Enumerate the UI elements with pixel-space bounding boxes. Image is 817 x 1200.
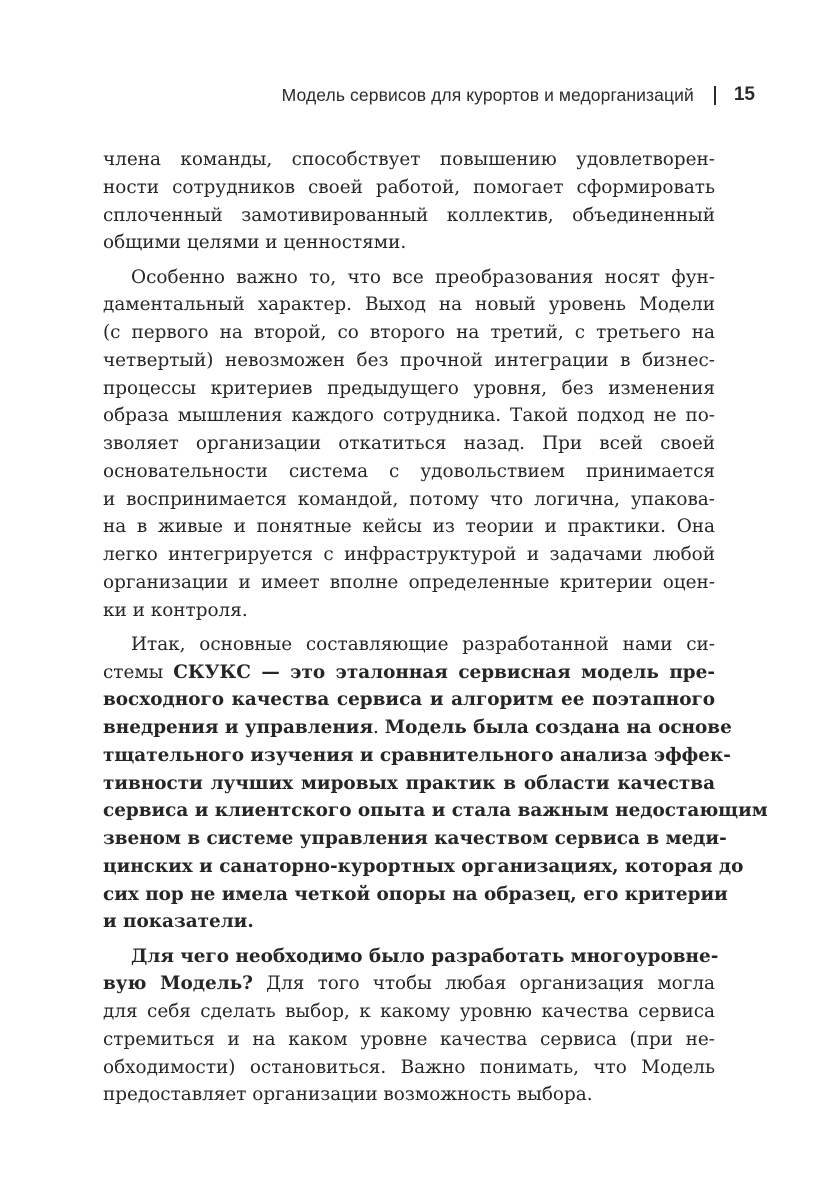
bold-text-run: звеном в системе управления качеством сервиса в меди- xyxy=(103,828,727,849)
text-line: основательности система с удовольствием принимается xyxy=(103,460,715,482)
text-line: ности сотрудников своей работой, помогает сформировать xyxy=(103,176,715,198)
text-line: члена команды, способствует повышению удовлетворен- xyxy=(103,149,715,170)
bold-text-run: вую Модель? xyxy=(103,973,253,995)
text-line: ки и контроля. xyxy=(103,599,248,621)
text-run: . xyxy=(373,717,385,738)
paragraph xyxy=(103,631,768,936)
text-line xyxy=(103,714,732,742)
text-line xyxy=(103,1026,715,1054)
bold-text-run: цинских и санаторно-курортных организациях, которая до xyxy=(103,855,744,877)
text-line: даментальный характер. Выход на новый уровень Модели xyxy=(103,294,715,316)
bold-text-run: тивности лучших мировых практик в области качества xyxy=(103,772,715,794)
text-line: Особенно важно то, что все преобразования носят фун- xyxy=(131,266,715,288)
page-number: 15 xyxy=(733,84,755,105)
text-line: (с первого на второй, со второго на третий, с третьего на xyxy=(103,322,715,343)
text-line xyxy=(103,770,715,798)
text-line: процессы критериев предыдущего уровня, без изменения xyxy=(103,377,715,399)
text-line xyxy=(103,631,715,659)
text-line xyxy=(103,742,731,770)
paragraph xyxy=(103,146,715,257)
text-line: четвертый) невозможен без прочной интеграции в бизнес- xyxy=(103,349,715,371)
bold-text-run: восходного качества сервиса и алгоритм ее поэтапного xyxy=(103,689,715,711)
bold-text-run: Для чего необходимо было разработать многоуровне- xyxy=(131,945,719,967)
text-run: стемы xyxy=(103,661,174,683)
body-text xyxy=(103,146,768,1109)
bold-text-run: СКУКС — это эталонная сервисная модель пре- xyxy=(173,661,715,683)
text-line: зволяет организации откатиться назад. При всей своей xyxy=(103,433,715,454)
bold-text-run: и показатели. xyxy=(103,911,254,933)
text-line: организации и имеет вполне определенные критерии оцен- xyxy=(103,571,715,593)
running-head-title: Модель сервисов для курортов и медорганизаций xyxy=(281,84,694,105)
text-run: стремиться и на каком уровне качества сервиса (при не- xyxy=(103,1028,715,1050)
text-line: образа мышления каждого сотрудника. Такой подход не по- xyxy=(103,405,715,427)
text-line xyxy=(103,1054,715,1082)
text-line xyxy=(103,1081,715,1109)
text-line: на в живые и понятные кейсы из теории и практики. Она xyxy=(103,516,715,538)
text-line xyxy=(103,998,715,1026)
text-line xyxy=(103,908,715,936)
paragraph xyxy=(103,264,715,625)
text-line xyxy=(103,970,715,998)
text-line: и воспринимается командой, потому что логична, упакова- xyxy=(103,488,715,510)
text-line xyxy=(103,797,768,825)
bold-text-run: сервиса и клиентского опыта и стала важным недостающим xyxy=(103,800,768,822)
text-line xyxy=(103,881,728,909)
running-head xyxy=(282,84,755,106)
text-run: Итак, основные составляющие разработанной нами си- xyxy=(131,633,715,655)
text-line xyxy=(103,686,715,714)
text-run: для себя сделать выбор, к какому уровню качества сервиса xyxy=(103,1001,715,1022)
text-run: обходимости) остановиться. Важно понимать, что Модель xyxy=(103,1056,715,1078)
text-line: общими целями и ценностями. xyxy=(103,232,407,254)
text-run: Для того чтобы любая организация могла xyxy=(252,973,716,995)
text-line xyxy=(103,853,744,881)
text-line xyxy=(103,825,727,853)
bold-text-run: внедрения и управления xyxy=(103,717,374,738)
text-line xyxy=(103,943,719,971)
text-line: сплоченный замотивированный коллектив, объединенный xyxy=(103,204,715,226)
running-head-divider xyxy=(714,86,716,105)
text-line xyxy=(103,659,715,687)
bold-text-run: Модель была создана на основе xyxy=(384,717,732,738)
bold-text-run: тщательного изучения и сравнительного анализа эффек- xyxy=(103,744,731,766)
text-run: предоставляет организации возможность выбора. xyxy=(103,1084,593,1106)
bold-text-run: сих пор не имела четкой опоры на образец, его критерии xyxy=(103,883,728,905)
text-line: легко интегрируется с инфраструктурой и задачами любой xyxy=(103,544,715,565)
paragraph xyxy=(103,943,719,1110)
